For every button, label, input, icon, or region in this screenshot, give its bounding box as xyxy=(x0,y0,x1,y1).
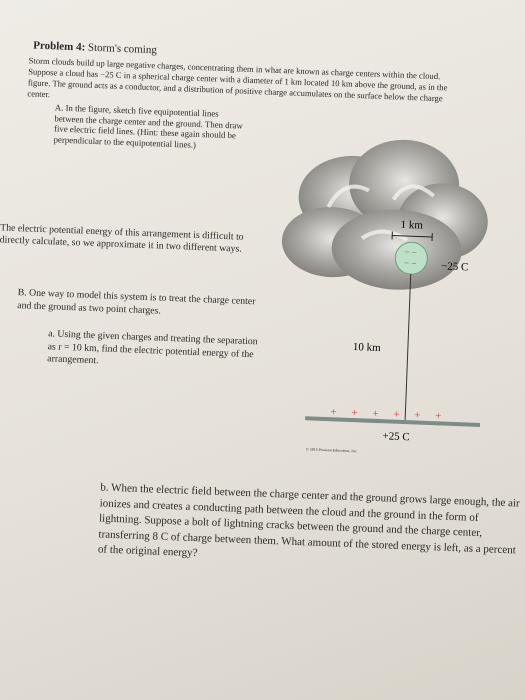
height-line xyxy=(405,274,411,420)
storm-cloud-figure xyxy=(264,135,506,464)
part-a-text: A. In the figure, sketch five equipotential lines between the charge center and the ground. Then draw five electric field lines. (Hint: these again should be perpendicular to the equipotential lines.) xyxy=(53,102,243,150)
problem-title xyxy=(33,40,157,57)
charge-center-minus-icon: − − xyxy=(404,246,418,258)
problem-intro: Storm clouds build up large negative charges, concentrating them in what are known as charge centers within the cloud. Suppose a cloud has −25 C in a spherical charge center with a diameter of 1 km located 10 km above the ground, as in the figure. The ground acts as a conductor, and a distribution of positive charge accumulates on the surface below the charge center. xyxy=(27,55,448,104)
ground-plus-signs: + + + + + + xyxy=(330,406,448,423)
height-label: 10 km xyxy=(352,341,381,355)
part-b-text: B. One way to model this system is to treat the charge center and the ground as two point charges. xyxy=(17,287,256,317)
publisher-credit: © 2015 Pearson Education, Inc. xyxy=(305,447,358,454)
charge-center-minus-icon: − − xyxy=(403,257,417,269)
problem-name: Storm's coming xyxy=(87,41,158,57)
ground-charge-label: +25 C xyxy=(382,430,410,444)
diameter-label: 1 km xyxy=(400,218,424,232)
problem-heading: Problem 4: xyxy=(32,39,86,54)
part-b-b-text: b. When the electric field between the charge center and the ground grows large enough, the air ionizes and creates a conducting path between the cloud and the ground in the form of lightning. Suppose a bolt of lightning cracks between the ground and the charge center, transferring 8 C of charge between them. What amount of the stored energy is left, as a percent of the original energy? xyxy=(97,481,520,560)
cloud-charge-label: −25 C xyxy=(440,260,469,274)
approximation-note: The electric potential energy of this arrangement is difficult to directly calculate, so we approximate it in two different ways. xyxy=(0,222,244,255)
part-b-a-text: a. Using the given charges and treating the separation as r = 10 km, find the electric potential energy of the arrangement. xyxy=(46,328,258,367)
worksheet-sheet xyxy=(0,25,520,700)
